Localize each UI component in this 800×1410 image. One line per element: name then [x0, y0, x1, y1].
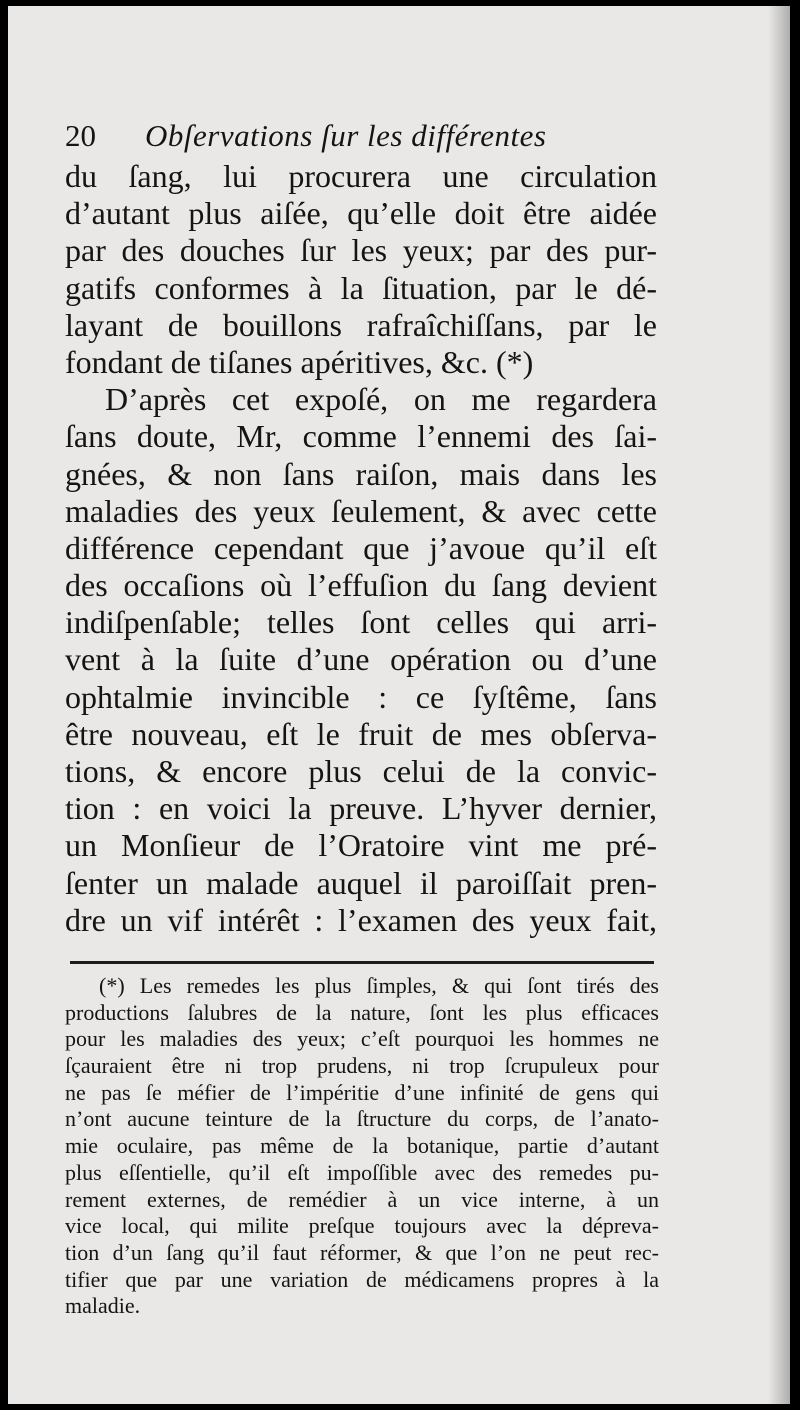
text-line: des occaſions où l’effuſion du ſang devient [65, 567, 657, 604]
text-line: d’autant plus aiſée, qu’elle doit être aidée [65, 195, 657, 232]
footnote-line: pour les maladies des yeux; c’eſt pourquoi les hommes ne [65, 1026, 659, 1052]
body-text [65, 158, 657, 939]
footnote-line: n’ont aucune teinture de la ſtructure du corps, de l’anato- [65, 1106, 659, 1132]
text-line: un Monſieur de l’Oratoire vint me pré- [65, 827, 657, 864]
footnote-line: tifier que par une variation de médicamens propres à la [65, 1266, 659, 1292]
footnote-line: rement externes, de remédier à un vice interne, à un [65, 1186, 659, 1212]
book-page [8, 6, 790, 1404]
footnote-line: ne pas ſe méfier de l’impéritie d’une infinité de gens qui [65, 1079, 659, 1105]
running-title: Obſervations ſur les différentes [145, 118, 547, 153]
text-line: dre un vif intérêt : l’examen des yeux fait, [65, 901, 657, 938]
page-header [65, 114, 625, 158]
text-line: vent à la ſuite d’une opération ou d’une [65, 641, 657, 678]
text-line: tions, & encore plus celui de la convic- [65, 753, 657, 789]
footnote-line: tion d’un ſang qu’il faut réformer, & que l’on ne peut rec- [65, 1239, 659, 1265]
text-line: par des douches ſur les yeux; par des pur- [65, 232, 657, 269]
footnote-line: (*) Les remedes les plus ſimples, & qui ſont tirés des [99, 973, 659, 998]
text-line: gnées, & non ſans raiſon, mais dans les [65, 455, 657, 492]
text-line: layant de bouillons rafraîchiſſans, par le [65, 306, 657, 343]
text-line: différence cependant que j’avoue qu’il eſt [65, 529, 657, 566]
text-line: gatifs conformes à la ſituation, par le dé- [65, 269, 657, 306]
text-line: fondant de tiſanes apéritives, &c. (*) [65, 343, 534, 380]
footnote-line: mie oculaire, pas même de la botanique, partie d’autant [65, 1133, 659, 1159]
footnote-line: plus eſſentielle, qu’il eſt impoſſible avec des remedes pu- [65, 1159, 659, 1185]
footnote-line: productions ſalubres de la nature, ſont les plus efficaces [65, 999, 659, 1025]
footnote-line: maladie. [65, 1293, 141, 1319]
footnote-line: vice local, qui milite preſque toujours avec la dépreva- [65, 1213, 659, 1239]
text-line: du ſang, lui procurera une circulation [65, 158, 657, 194]
page-number: 20 [65, 118, 96, 153]
text-line: maladies des yeux ſeulement, & avec cette [65, 492, 657, 529]
text-line: tion : en voici la preuve. L’hyver dernier, [65, 790, 657, 827]
footnote [65, 973, 659, 1320]
text-line: ophtalmie invincible : ce ſyſtême, ſans [65, 678, 657, 715]
text-line: indiſpenſable; telles ſont celles qui arri- [65, 604, 657, 641]
footnote-line: ſçauraient être ni trop prudens, ni trop ſcrupuleux pour [65, 1053, 659, 1079]
text-line: être nouveau, eſt le fruit de mes obſerva- [65, 715, 657, 752]
text-line: D’après cet expoſé, on me regardera [105, 381, 657, 418]
text-line: ſenter un malade auquel il paroiſſait pren- [65, 864, 657, 901]
text-line: ſans doute, Mr, comme l’ennemi des ſai- [65, 418, 657, 455]
footnote-divider [70, 961, 654, 964]
